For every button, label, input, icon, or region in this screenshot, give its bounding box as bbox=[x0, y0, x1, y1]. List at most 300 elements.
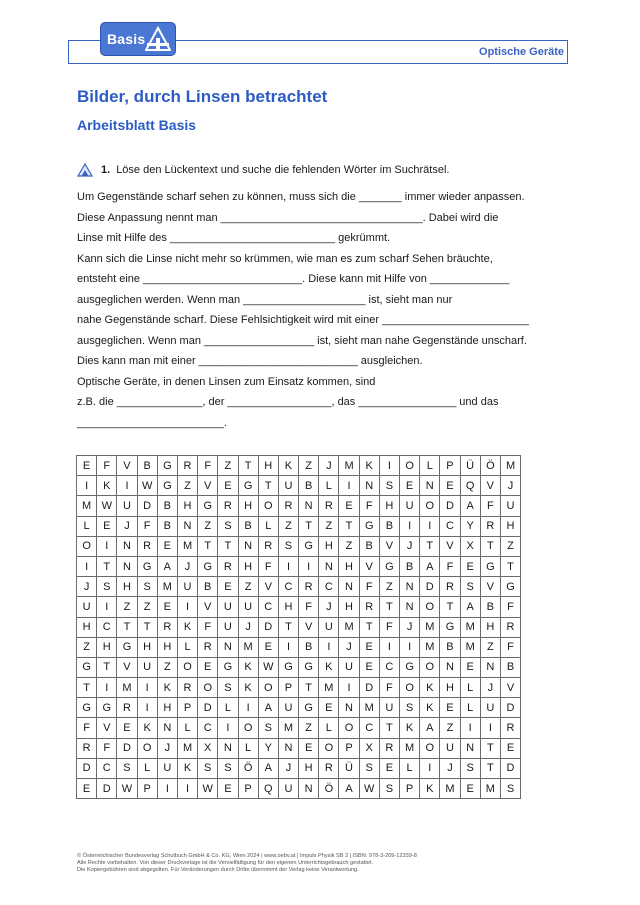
grid-cell[interactable]: R bbox=[137, 536, 157, 556]
grid-cell[interactable]: B bbox=[299, 476, 319, 496]
grid-cell[interactable]: J bbox=[400, 536, 420, 556]
grid-cell[interactable]: L bbox=[177, 718, 197, 738]
grid-cell[interactable]: Ö bbox=[238, 758, 258, 778]
grid-cell[interactable]: Z bbox=[299, 456, 319, 476]
grid-cell[interactable]: K bbox=[278, 456, 298, 476]
grid-cell[interactable]: O bbox=[177, 657, 197, 677]
grid-cell[interactable]: G bbox=[198, 496, 218, 516]
grid-cell[interactable]: Z bbox=[339, 536, 359, 556]
grid-cell[interactable]: K bbox=[137, 718, 157, 738]
grid-cell[interactable]: S bbox=[218, 516, 238, 536]
grid-cell[interactable]: S bbox=[379, 779, 399, 799]
grid-cell[interactable]: B bbox=[500, 657, 520, 677]
grid-cell[interactable]: E bbox=[379, 758, 399, 778]
grid-cell[interactable]: U bbox=[480, 698, 500, 718]
grid-cell[interactable]: J bbox=[440, 758, 460, 778]
grid-cell[interactable]: I bbox=[177, 597, 197, 617]
grid-cell[interactable]: T bbox=[218, 536, 238, 556]
grid-cell[interactable]: D bbox=[359, 678, 379, 698]
grid-cell[interactable]: X bbox=[460, 536, 480, 556]
grid-cell[interactable]: Y bbox=[258, 738, 278, 758]
grid-cell[interactable]: Z bbox=[238, 577, 258, 597]
grid-cell[interactable]: T bbox=[299, 516, 319, 536]
grid-cell[interactable]: N bbox=[157, 718, 177, 738]
grid-cell[interactable]: D bbox=[77, 758, 97, 778]
grid-cell[interactable]: M bbox=[420, 637, 440, 657]
grid-cell[interactable]: L bbox=[319, 718, 339, 738]
grid-cell[interactable]: H bbox=[339, 556, 359, 576]
grid-cell[interactable]: K bbox=[400, 718, 420, 738]
grid-cell[interactable]: J bbox=[238, 617, 258, 637]
grid-cell[interactable]: V bbox=[299, 617, 319, 637]
grid-cell[interactable]: V bbox=[480, 476, 500, 496]
grid-cell[interactable]: L bbox=[420, 456, 440, 476]
grid-cell[interactable]: W bbox=[137, 476, 157, 496]
grid-cell[interactable]: I bbox=[137, 678, 157, 698]
grid-cell[interactable]: T bbox=[97, 556, 117, 576]
grid-cell[interactable]: H bbox=[97, 637, 117, 657]
grid-cell[interactable]: I bbox=[339, 476, 359, 496]
grid-cell[interactable]: V bbox=[117, 657, 137, 677]
grid-cell[interactable]: V bbox=[480, 577, 500, 597]
grid-cell[interactable]: J bbox=[77, 577, 97, 597]
grid-cell[interactable]: O bbox=[77, 536, 97, 556]
grid-cell[interactable]: M bbox=[460, 637, 480, 657]
grid-cell[interactable]: P bbox=[137, 779, 157, 799]
grid-cell[interactable]: E bbox=[359, 657, 379, 677]
grid-cell[interactable]: E bbox=[218, 577, 238, 597]
grid-cell[interactable]: Z bbox=[278, 516, 298, 536]
grid-cell[interactable]: P bbox=[339, 738, 359, 758]
grid-cell[interactable]: Z bbox=[319, 516, 339, 536]
grid-cell[interactable]: A bbox=[339, 779, 359, 799]
grid-cell[interactable]: F bbox=[500, 637, 520, 657]
grid-cell[interactable]: M bbox=[157, 577, 177, 597]
grid-cell[interactable]: L bbox=[238, 738, 258, 758]
grid-cell[interactable]: T bbox=[359, 617, 379, 637]
grid-cell[interactable]: E bbox=[339, 496, 359, 516]
grid-cell[interactable]: X bbox=[359, 738, 379, 758]
grid-cell[interactable]: E bbox=[460, 556, 480, 576]
grid-cell[interactable]: R bbox=[198, 637, 218, 657]
grid-cell[interactable]: O bbox=[400, 456, 420, 476]
grid-cell[interactable]: K bbox=[97, 476, 117, 496]
grid-cell[interactable]: B bbox=[480, 597, 500, 617]
grid-cell[interactable]: A bbox=[460, 597, 480, 617]
grid-cell[interactable]: R bbox=[117, 698, 137, 718]
grid-cell[interactable]: S bbox=[359, 758, 379, 778]
grid-cell[interactable]: V bbox=[198, 597, 218, 617]
grid-cell[interactable]: L bbox=[460, 678, 480, 698]
grid-cell[interactable]: I bbox=[97, 678, 117, 698]
grid-cell[interactable]: G bbox=[218, 657, 238, 677]
grid-cell[interactable]: L bbox=[319, 476, 339, 496]
grid-cell[interactable]: A bbox=[420, 718, 440, 738]
grid-cell[interactable]: F bbox=[97, 738, 117, 758]
grid-cell[interactable]: F bbox=[440, 556, 460, 576]
grid-cell[interactable]: M bbox=[177, 536, 197, 556]
grid-cell[interactable]: K bbox=[157, 678, 177, 698]
grid-cell[interactable]: E bbox=[218, 779, 238, 799]
grid-cell[interactable]: N bbox=[177, 516, 197, 536]
grid-cell[interactable]: G bbox=[77, 657, 97, 677]
grid-cell[interactable]: U bbox=[400, 496, 420, 516]
grid-cell[interactable]: E bbox=[77, 779, 97, 799]
grid-cell[interactable]: S bbox=[218, 678, 238, 698]
grid-cell[interactable]: M bbox=[77, 496, 97, 516]
grid-cell[interactable]: L bbox=[137, 758, 157, 778]
grid-cell[interactable]: V bbox=[500, 678, 520, 698]
grid-cell[interactable]: N bbox=[299, 496, 319, 516]
grid-cell[interactable]: S bbox=[379, 476, 399, 496]
grid-cell[interactable]: N bbox=[278, 738, 298, 758]
grid-cell[interactable]: T bbox=[278, 617, 298, 637]
grid-cell[interactable]: I bbox=[77, 556, 97, 576]
grid-cell[interactable]: U bbox=[278, 476, 298, 496]
grid-cell[interactable]: I bbox=[400, 516, 420, 536]
grid-cell[interactable]: G bbox=[117, 637, 137, 657]
grid-cell[interactable]: B bbox=[359, 536, 379, 556]
grid-cell[interactable]: D bbox=[500, 758, 520, 778]
grid-cell[interactable]: U bbox=[440, 738, 460, 758]
grid-cell[interactable]: W bbox=[359, 779, 379, 799]
grid-cell[interactable]: M bbox=[117, 678, 137, 698]
grid-cell[interactable]: J bbox=[319, 456, 339, 476]
grid-cell[interactable]: T bbox=[339, 516, 359, 536]
grid-cell[interactable]: B bbox=[299, 637, 319, 657]
grid-cell[interactable]: A bbox=[258, 698, 278, 718]
grid-cell[interactable]: F bbox=[198, 456, 218, 476]
grid-cell[interactable]: N bbox=[440, 657, 460, 677]
grid-cell[interactable]: U bbox=[117, 496, 137, 516]
grid-cell[interactable]: T bbox=[198, 536, 218, 556]
grid-cell[interactable]: H bbox=[258, 456, 278, 476]
grid-cell[interactable]: H bbox=[117, 577, 137, 597]
grid-cell[interactable]: A bbox=[420, 556, 440, 576]
grid-cell[interactable]: U bbox=[278, 698, 298, 718]
grid-cell[interactable]: H bbox=[379, 496, 399, 516]
grid-cell[interactable]: G bbox=[359, 516, 379, 536]
grid-cell[interactable]: M bbox=[400, 738, 420, 758]
grid-cell[interactable]: X bbox=[198, 738, 218, 758]
grid-cell[interactable]: D bbox=[198, 698, 218, 718]
grid-cell[interactable]: E bbox=[117, 718, 137, 738]
grid-cell[interactable]: I bbox=[400, 637, 420, 657]
grid-cell[interactable]: E bbox=[500, 738, 520, 758]
grid-cell[interactable]: P bbox=[238, 779, 258, 799]
grid-cell[interactable]: E bbox=[77, 456, 97, 476]
grid-cell[interactable]: Z bbox=[500, 536, 520, 556]
grid-cell[interactable]: R bbox=[359, 597, 379, 617]
grid-cell[interactable]: I bbox=[77, 476, 97, 496]
grid-cell[interactable]: B bbox=[157, 516, 177, 536]
grid-cell[interactable]: H bbox=[238, 496, 258, 516]
grid-cell[interactable]: G bbox=[157, 476, 177, 496]
grid-cell[interactable]: I bbox=[420, 516, 440, 536]
grid-cell[interactable]: E bbox=[157, 536, 177, 556]
grid-cell[interactable]: F bbox=[379, 617, 399, 637]
grid-cell[interactable]: F bbox=[97, 456, 117, 476]
grid-cell[interactable]: N bbox=[238, 536, 258, 556]
grid-cell[interactable]: O bbox=[258, 678, 278, 698]
grid-cell[interactable]: F bbox=[77, 718, 97, 738]
grid-cell[interactable]: H bbox=[480, 617, 500, 637]
grid-cell[interactable]: G bbox=[278, 657, 298, 677]
grid-cell[interactable]: F bbox=[359, 496, 379, 516]
grid-cell[interactable]: P bbox=[440, 456, 460, 476]
grid-cell[interactable]: R bbox=[299, 577, 319, 597]
grid-cell[interactable]: C bbox=[359, 718, 379, 738]
grid-cell[interactable]: F bbox=[359, 577, 379, 597]
grid-cell[interactable]: P bbox=[400, 779, 420, 799]
grid-cell[interactable]: K bbox=[420, 678, 440, 698]
grid-cell[interactable]: O bbox=[238, 718, 258, 738]
grid-cell[interactable]: W bbox=[258, 657, 278, 677]
grid-cell[interactable]: I bbox=[480, 718, 500, 738]
grid-cell[interactable]: D bbox=[500, 698, 520, 718]
grid-cell[interactable]: B bbox=[440, 637, 460, 657]
grid-cell[interactable]: Z bbox=[379, 577, 399, 597]
grid-cell[interactable]: M bbox=[319, 678, 339, 698]
grid-cell[interactable]: K bbox=[420, 779, 440, 799]
grid-cell[interactable]: T bbox=[258, 476, 278, 496]
grid-cell[interactable]: T bbox=[420, 536, 440, 556]
grid-cell[interactable]: Z bbox=[117, 597, 137, 617]
grid-cell[interactable]: W bbox=[117, 779, 137, 799]
grid-cell[interactable]: F bbox=[299, 597, 319, 617]
grid-cell[interactable]: P bbox=[177, 698, 197, 718]
grid-cell[interactable]: U bbox=[278, 779, 298, 799]
grid-cell[interactable]: B bbox=[198, 577, 218, 597]
grid-cell[interactable]: C bbox=[319, 577, 339, 597]
grid-cell[interactable]: J bbox=[339, 637, 359, 657]
grid-cell[interactable]: I bbox=[420, 758, 440, 778]
grid-cell[interactable]: C bbox=[198, 718, 218, 738]
grid-cell[interactable]: L bbox=[258, 516, 278, 536]
grid-cell[interactable]: D bbox=[97, 779, 117, 799]
grid-cell[interactable]: B bbox=[400, 556, 420, 576]
grid-cell[interactable]: R bbox=[218, 556, 238, 576]
grid-cell[interactable]: U bbox=[137, 657, 157, 677]
grid-cell[interactable]: R bbox=[77, 738, 97, 758]
grid-cell[interactable]: K bbox=[319, 657, 339, 677]
grid-cell[interactable]: E bbox=[198, 657, 218, 677]
grid-cell[interactable]: F bbox=[480, 496, 500, 516]
grid-cell[interactable]: S bbox=[97, 577, 117, 597]
grid-cell[interactable]: U bbox=[238, 597, 258, 617]
grid-cell[interactable]: N bbox=[460, 738, 480, 758]
grid-cell[interactable]: N bbox=[117, 536, 137, 556]
grid-cell[interactable]: N bbox=[218, 637, 238, 657]
grid-cell[interactable]: U bbox=[218, 617, 238, 637]
grid-cell[interactable]: P bbox=[278, 678, 298, 698]
grid-cell[interactable]: C bbox=[440, 516, 460, 536]
grid-cell[interactable]: J bbox=[278, 758, 298, 778]
grid-cell[interactable]: I bbox=[238, 698, 258, 718]
grid-cell[interactable]: J bbox=[480, 678, 500, 698]
grid-cell[interactable]: G bbox=[137, 556, 157, 576]
grid-cell[interactable]: H bbox=[157, 637, 177, 657]
grid-cell[interactable]: E bbox=[97, 516, 117, 536]
grid-cell[interactable]: S bbox=[258, 718, 278, 738]
grid-cell[interactable]: S bbox=[500, 779, 520, 799]
grid-cell[interactable]: L bbox=[77, 516, 97, 536]
grid-cell[interactable]: I bbox=[177, 779, 197, 799]
grid-cell[interactable]: H bbox=[157, 698, 177, 718]
grid-cell[interactable]: Q bbox=[460, 476, 480, 496]
grid-cell[interactable]: M bbox=[359, 698, 379, 718]
grid-cell[interactable]: F bbox=[379, 678, 399, 698]
grid-cell[interactable]: J bbox=[319, 597, 339, 617]
grid-cell[interactable]: T bbox=[238, 456, 258, 476]
grid-cell[interactable]: L bbox=[400, 758, 420, 778]
grid-cell[interactable]: H bbox=[177, 496, 197, 516]
grid-cell[interactable]: B bbox=[379, 516, 399, 536]
grid-cell[interactable]: K bbox=[177, 617, 197, 637]
grid-cell[interactable]: V bbox=[440, 536, 460, 556]
grid-cell[interactable]: Ü bbox=[460, 456, 480, 476]
grid-cell[interactable]: N bbox=[339, 577, 359, 597]
grid-cell[interactable]: G bbox=[400, 657, 420, 677]
grid-cell[interactable]: T bbox=[480, 758, 500, 778]
grid-cell[interactable]: N bbox=[218, 738, 238, 758]
grid-cell[interactable]: J bbox=[177, 556, 197, 576]
grid-cell[interactable]: I bbox=[117, 476, 137, 496]
grid-cell[interactable]: Ö bbox=[480, 456, 500, 476]
grid-cell[interactable]: C bbox=[379, 657, 399, 677]
grid-cell[interactable]: H bbox=[500, 516, 520, 536]
grid-cell[interactable]: Z bbox=[218, 456, 238, 476]
grid-cell[interactable]: N bbox=[359, 476, 379, 496]
grid-cell[interactable]: I bbox=[278, 556, 298, 576]
grid-cell[interactable]: T bbox=[440, 597, 460, 617]
grid-cell[interactable]: G bbox=[500, 577, 520, 597]
grid-cell[interactable]: S bbox=[137, 577, 157, 597]
grid-cell[interactable]: G bbox=[198, 556, 218, 576]
grid-cell[interactable]: S bbox=[218, 758, 238, 778]
grid-cell[interactable]: I bbox=[157, 779, 177, 799]
grid-cell[interactable]: I bbox=[278, 637, 298, 657]
grid-cell[interactable]: R bbox=[480, 516, 500, 536]
grid-cell[interactable]: T bbox=[379, 718, 399, 738]
grid-cell[interactable]: U bbox=[218, 597, 238, 617]
grid-cell[interactable]: E bbox=[460, 657, 480, 677]
grid-cell[interactable]: I bbox=[379, 456, 399, 476]
grid-cell[interactable]: I bbox=[299, 556, 319, 576]
grid-cell[interactable]: R bbox=[379, 738, 399, 758]
grid-cell[interactable]: Q bbox=[258, 779, 278, 799]
grid-cell[interactable]: A bbox=[460, 496, 480, 516]
grid-cell[interactable]: T bbox=[97, 657, 117, 677]
grid-cell[interactable]: F bbox=[258, 556, 278, 576]
grid-cell[interactable]: K bbox=[238, 657, 258, 677]
grid-cell[interactable]: G bbox=[77, 698, 97, 718]
grid-cell[interactable]: B bbox=[137, 456, 157, 476]
grid-cell[interactable]: T bbox=[137, 617, 157, 637]
grid-cell[interactable]: T bbox=[500, 556, 520, 576]
grid-cell[interactable]: Z bbox=[299, 718, 319, 738]
grid-cell[interactable]: J bbox=[500, 476, 520, 496]
grid-cell[interactable]: M bbox=[500, 456, 520, 476]
grid-cell[interactable]: O bbox=[258, 496, 278, 516]
grid-cell[interactable]: B bbox=[157, 496, 177, 516]
grid-cell[interactable]: U bbox=[379, 698, 399, 718]
grid-cell[interactable]: Z bbox=[177, 476, 197, 496]
grid-cell[interactable]: G bbox=[299, 657, 319, 677]
grid-cell[interactable]: I bbox=[319, 637, 339, 657]
grid-cell[interactable]: Ü bbox=[339, 758, 359, 778]
grid-cell[interactable]: M bbox=[460, 617, 480, 637]
grid-cell[interactable]: H bbox=[339, 597, 359, 617]
grid-cell[interactable]: U bbox=[77, 597, 97, 617]
grid-cell[interactable]: N bbox=[420, 476, 440, 496]
grid-cell[interactable]: O bbox=[420, 657, 440, 677]
grid-cell[interactable]: G bbox=[440, 617, 460, 637]
grid-cell[interactable]: T bbox=[117, 617, 137, 637]
grid-cell[interactable]: C bbox=[97, 617, 117, 637]
grid-cell[interactable]: S bbox=[400, 698, 420, 718]
grid-cell[interactable]: R bbox=[218, 496, 238, 516]
grid-cell[interactable]: D bbox=[137, 496, 157, 516]
grid-cell[interactable]: O bbox=[198, 678, 218, 698]
grid-cell[interactable]: O bbox=[339, 718, 359, 738]
grid-cell[interactable]: Z bbox=[440, 718, 460, 738]
grid-cell[interactable]: U bbox=[319, 617, 339, 637]
grid-cell[interactable]: H bbox=[77, 617, 97, 637]
grid-cell[interactable]: N bbox=[400, 597, 420, 617]
grid-cell[interactable]: M bbox=[278, 718, 298, 738]
grid-cell[interactable]: N bbox=[299, 779, 319, 799]
grid-cell[interactable]: E bbox=[319, 698, 339, 718]
grid-cell[interactable]: R bbox=[500, 617, 520, 637]
grid-cell[interactable]: U bbox=[177, 577, 197, 597]
grid-cell[interactable]: I bbox=[379, 637, 399, 657]
grid-cell[interactable]: V bbox=[117, 456, 137, 476]
grid-cell[interactable]: I bbox=[460, 718, 480, 738]
grid-cell[interactable]: M bbox=[420, 617, 440, 637]
grid-cell[interactable]: M bbox=[339, 617, 359, 637]
grid-cell[interactable]: T bbox=[480, 738, 500, 758]
grid-cell[interactable]: I bbox=[339, 678, 359, 698]
grid-cell[interactable]: M bbox=[339, 456, 359, 476]
grid-cell[interactable]: T bbox=[480, 536, 500, 556]
grid-cell[interactable]: S bbox=[198, 758, 218, 778]
grid-cell[interactable]: Z bbox=[480, 637, 500, 657]
grid-cell[interactable]: N bbox=[319, 556, 339, 576]
grid-cell[interactable]: A bbox=[157, 556, 177, 576]
grid-cell[interactable]: K bbox=[420, 698, 440, 718]
grid-cell[interactable]: R bbox=[258, 536, 278, 556]
grid-cell[interactable]: J bbox=[400, 617, 420, 637]
grid-cell[interactable]: C bbox=[278, 577, 298, 597]
grid-cell[interactable]: Ö bbox=[319, 779, 339, 799]
grid-cell[interactable]: S bbox=[278, 536, 298, 556]
grid-cell[interactable]: K bbox=[177, 758, 197, 778]
grid-cell[interactable]: G bbox=[299, 698, 319, 718]
grid-cell[interactable]: M bbox=[440, 779, 460, 799]
grid-cell[interactable]: D bbox=[440, 496, 460, 516]
grid-cell[interactable]: G bbox=[238, 476, 258, 496]
grid-cell[interactable]: I bbox=[218, 718, 238, 738]
grid-cell[interactable]: H bbox=[319, 536, 339, 556]
grid-cell[interactable]: N bbox=[480, 657, 500, 677]
grid-cell[interactable]: G bbox=[157, 456, 177, 476]
grid-cell[interactable]: Y bbox=[460, 516, 480, 536]
grid-cell[interactable]: R bbox=[278, 496, 298, 516]
grid-cell[interactable]: E bbox=[460, 779, 480, 799]
grid-cell[interactable]: V bbox=[198, 476, 218, 496]
grid-cell[interactable]: H bbox=[299, 758, 319, 778]
